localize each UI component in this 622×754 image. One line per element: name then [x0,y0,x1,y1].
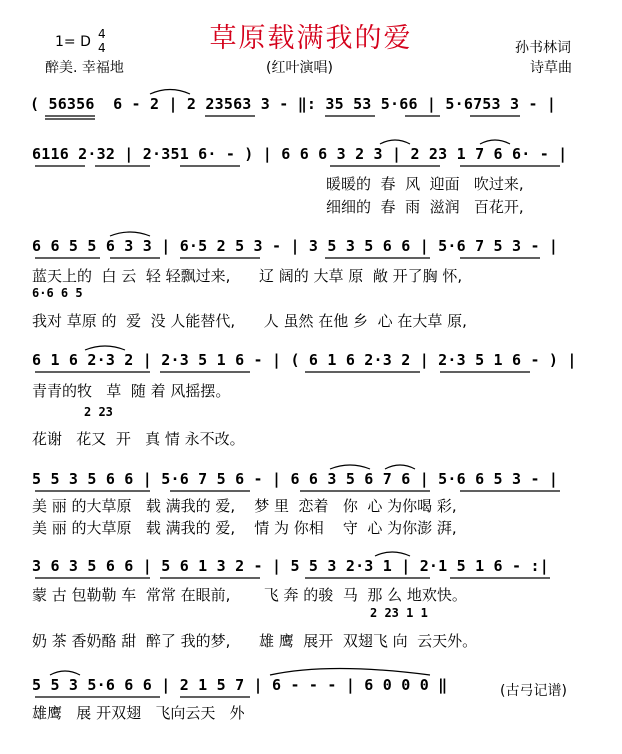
lyric-line: 奶 茶 香奶酪 甜 醉了 我的梦, 雄 鹰 展开 双翅飞 向 云天外。 [32,632,478,650]
lyric-line: 美 丽 的大草原 载 满我的 爱, 梦 里 恋着 你 心 为你喝 彩, [32,497,457,515]
score-row: 6116 2·32 | 2·351 6· - ) | 6 6 6 3 2 3 | 2 23 1 7 6 6· - | [32,145,568,163]
song-title: 草原载满我的爱 [209,23,413,54]
key-signature: 1= D [55,34,91,50]
score-variant: 2 23 1 1 [370,606,428,620]
style-marking: 醉美. 幸福地 [45,60,124,76]
score-row: 5 5 3 5·6 6 6 | 2 1 5 7 | 6 - - - | 6 0 0 0 ‖ [32,676,448,694]
score-variant: 6·6 6 5 [32,286,83,300]
score-row: 5 5 3 5 6 6 | 5·6 7 5 6 - | 6 6 3 5 6 7 6 | 5·6 6 5 3 - | [32,470,559,488]
lyric-line: 细细的 春 雨 滋润 百花开, [326,198,524,216]
score-row: 3 6 3 5 6 6 | 5 6 1 3 2 - | 5 5 3 2·3 1 | 2·1 5 1 6 - :| [32,557,549,575]
time-signature-top: 4 [98,27,106,41]
time-signature-bottom: 4 [98,41,106,55]
score-row: 6 6 5 5 6 3 3 | 6·5 2 5 3 - | 3 5 3 5 6 6 | 5·6 7 5 3 - | [32,237,559,255]
lyric-line: 雄鹰 展 开双翅 飞向云天 外 [32,704,245,722]
score-row: ( 56356 6 - 2 | 2 23563 3 - ‖: 35 53 5·66 | 5·6753 3 - | [30,95,557,113]
singer-credit: (红叶演唱) [266,60,333,76]
lyric-line: 蓝天上的 白 云 轻 轻飘过来, 辽 阔的 大草 原 敞 开了胸 怀, [32,267,463,285]
lyric-line: 美 丽 的大草原 载 满我的 爱, 情 为 你相 守 心 为你澎 湃, [32,519,457,537]
lyric-line: 我对 草原 的 爱 没 人能替代, 人 虽然 在他 乡 心 在大草 原, [32,312,467,330]
lyric-line: 蒙 古 包勒勒 车 常常 在眼前, 飞 奔 的骏 马 那 么 地欢快。 [32,586,467,604]
lyric-line: 暖暖的 春 风 迎面 吹过来, [326,175,524,193]
lyric-line: 花谢 花又 开 真 情 永不改。 [32,430,245,448]
lyric-line: 青青的牧 草 随 着 风摇摆。 [32,382,231,400]
lyricist-credit: 孙书林词 [515,40,571,56]
composer-credit: 诗草曲 [530,60,572,76]
score-row: 6 1 6 2·3 2 | 2·3 5 1 6 - | ( 6 1 6 2·3 2 | 2·3 5 1 6 - ) | [32,351,577,369]
transcriber-credit: (古弓记谱) [500,683,567,699]
score-variant: 2 23 [84,405,113,419]
